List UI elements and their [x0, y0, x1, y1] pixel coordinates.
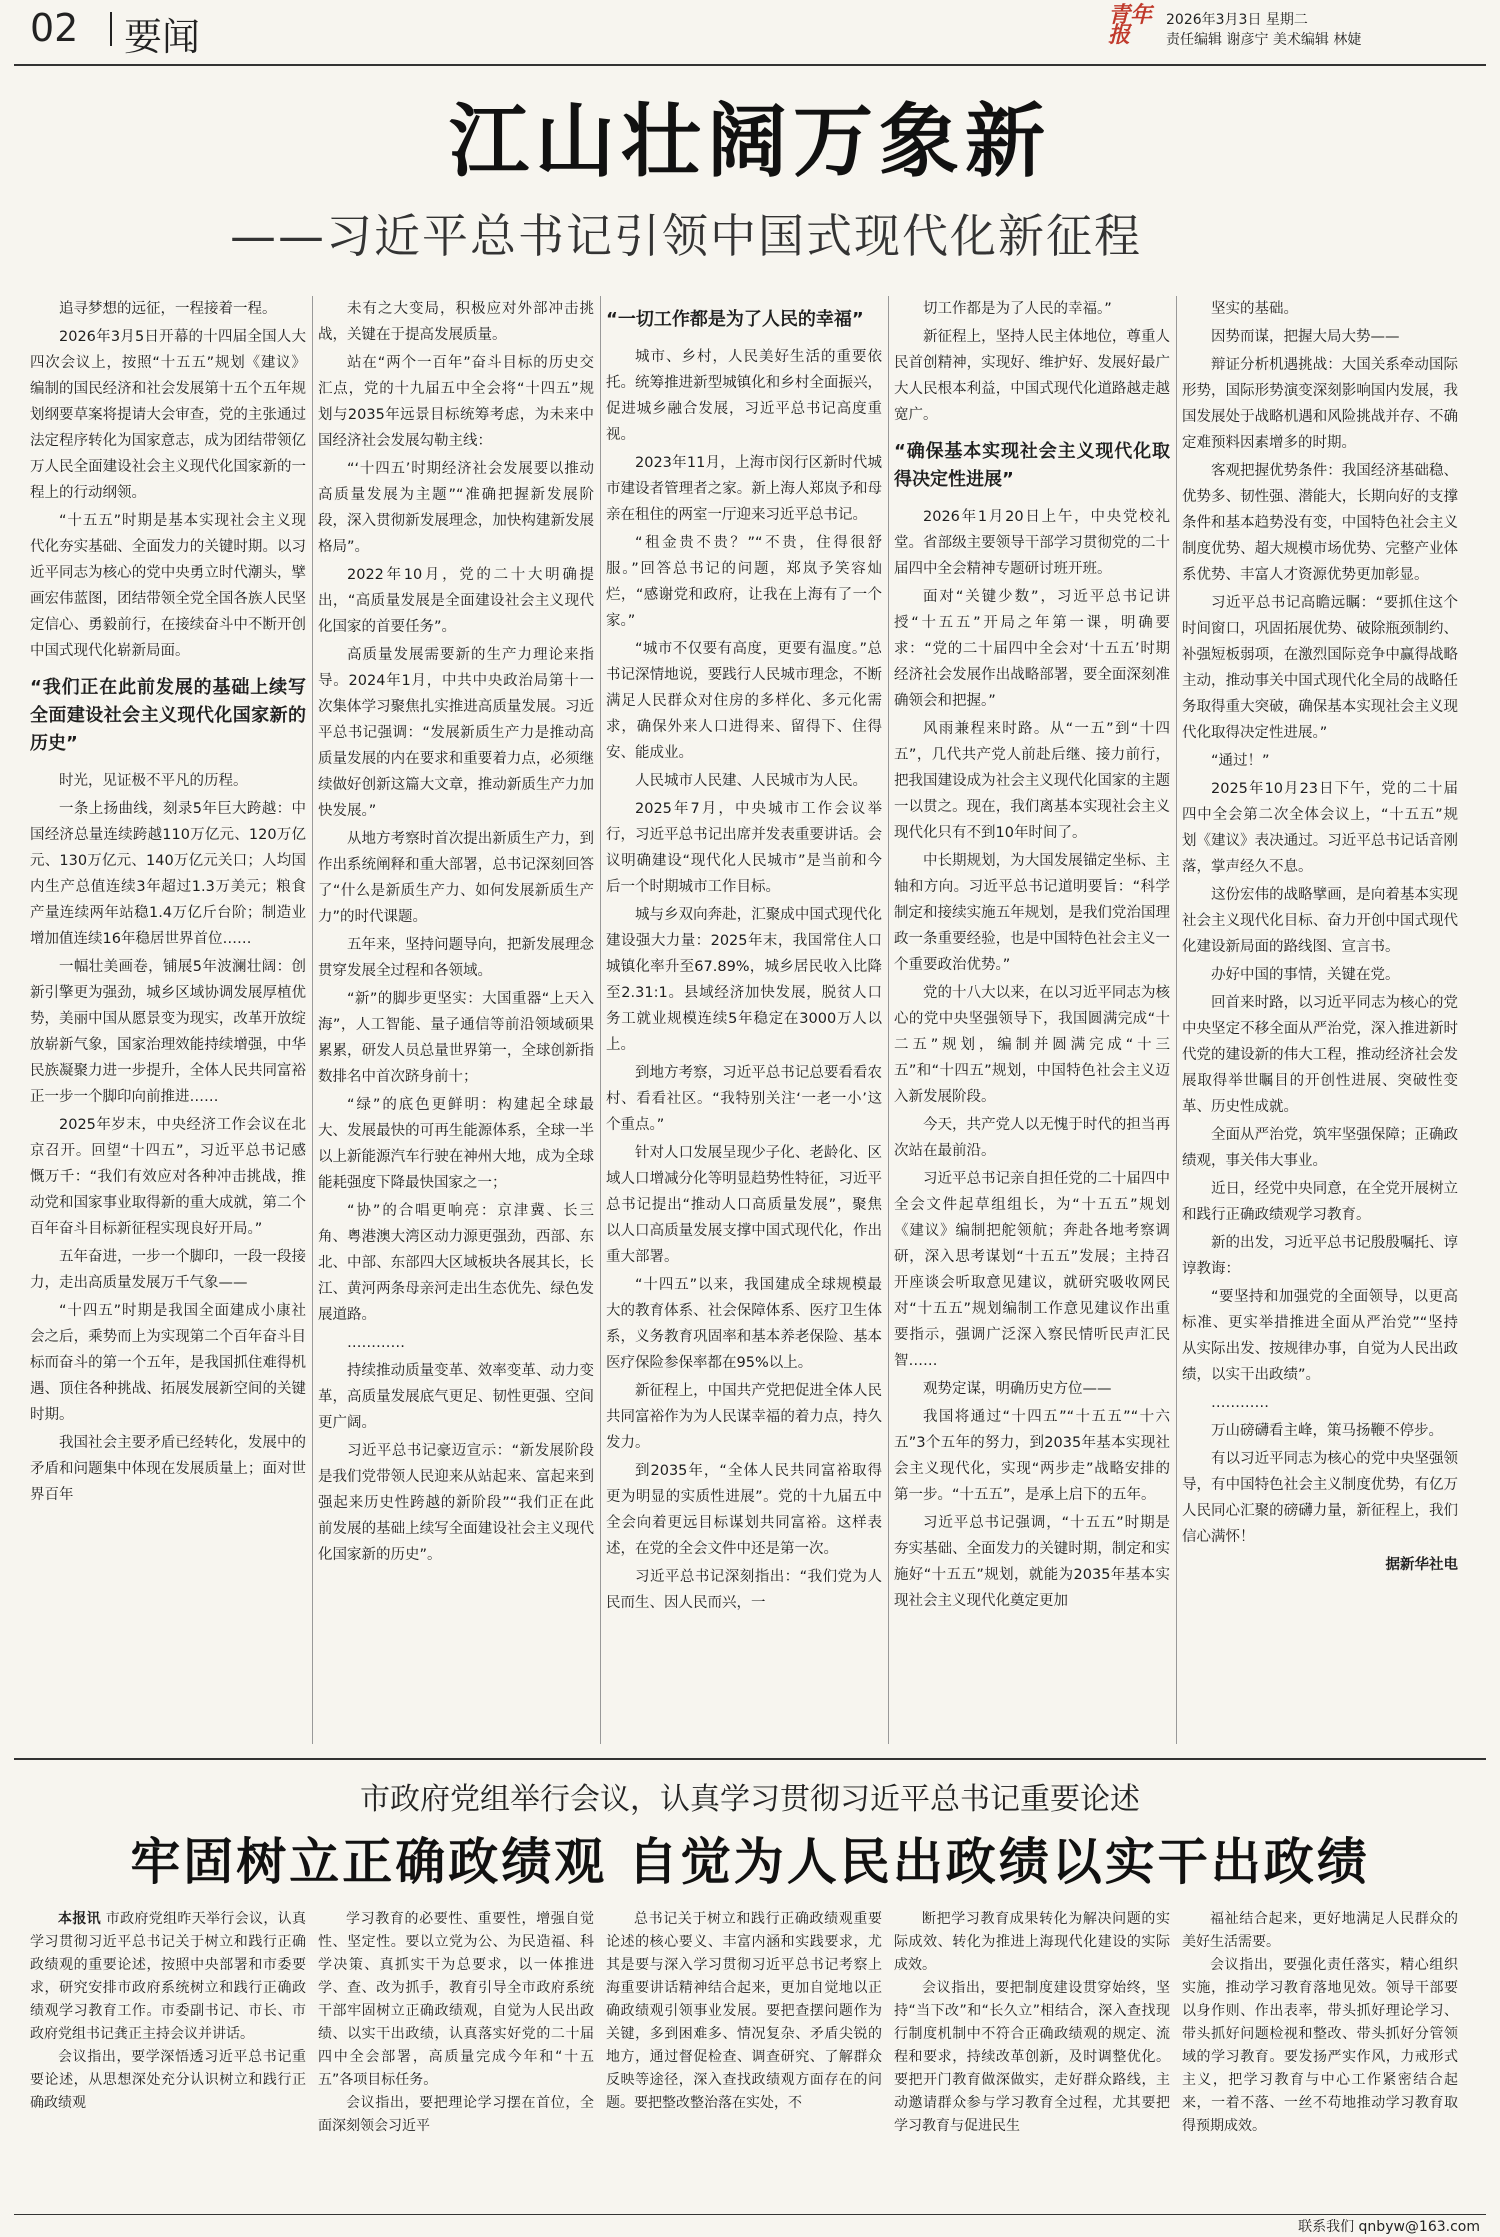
paragraph: 针对人口发展呈现少子化、老龄化、区域人口增减分化等明显趋势性特征，习近平总书记提出“推动人口高质量发展”，聚焦以人口高质量发展支撑中国式现代化，作出重大部署。 [606, 1145, 882, 1265]
paragraph: 会议指出，要把制度建设贯穿始终，坚持“当下改”和“长久立”相结合，深入查找现行制度机制中不符合正确政绩观的规定、流程和要求，持续改革创新，及时调整优化。要把开门教育做深做实，走好群众路线，主动邀请群众参与学习教育全过程，尤其要把学习教育与促进民生 [894, 1980, 1170, 2134]
article-column-2 [318, 296, 594, 1570]
paragraph: 习近平总书记高瞻远瞩：“要抓住这个时间窗口，巩固拓展优势、破除瓶颈制约、补强短板弱项，在激烈国际竞争中赢得战略主动，推动事关中国式现代化全局的战略任务取得重大突破，确保基本实现社会主义现代化取得决定性进展。” [1182, 595, 1458, 741]
column-rule [888, 296, 889, 1744]
second-kicker: 市政府党组举行会议，认真学习贯彻习近平总书记重要论述 [360, 1782, 1140, 1817]
paragraph: 追寻梦想的远征，一程接着一程。 [59, 301, 277, 317]
paragraph: 回首来时路，以习近平同志为核心的党中央坚定不移全面从严治党，深入推进新时代党的建设新的伟大工程，推动经济社会发展取得举世瞩目的开创性进展、突破性变革、历史性成就。 [1182, 995, 1458, 1115]
paragraph: 2026年1月20日上午，中央党校礼堂。省部级主要领导干部学习贯彻党的二十届四中全会精神专题研讨班开班。 [894, 509, 1170, 577]
paragraph: 到地方考察，习近平总书记总要看看农村、看看社区。“我特别关注‘一老一小’这个重点。” [606, 1065, 882, 1133]
article-column-1 [30, 296, 306, 1510]
paragraph: 坚实的基础。 [1211, 301, 1298, 317]
paragraph: “十四五”时期是我国全面建成小康社会之后，乘势而上为实现第二个百年奋斗目标而奋斗的第一个五年，是我国抓住难得机遇、顶住各种挑战、拓展发展新空间的关键时期。 [30, 1303, 306, 1423]
issue-date: 2026年3月3日 星期二 [1166, 12, 1308, 28]
column-rule [312, 296, 313, 1744]
paragraph: 近日，经党中央同意，在全党开展树立和践行正确政绩观学习教育。 [1182, 1181, 1458, 1223]
paragraph: “绿”的底色更鲜明：构建起全球最大、发展最快的可再生能源体系，全球一半以上新能源汽车行驶在神州大地，成为全球能耗强度下降最快国家之一； [318, 1097, 594, 1191]
paragraph: 从地方考察时首次提出新质生产力，到作出系统阐释和重大部署，总书记深刻回答了“什么是新质生产力、如何发展新质生产力”的时代课题。 [318, 831, 594, 925]
header-meta [1166, 10, 1361, 50]
paragraph: 2022年10月，党的二十大明确提出，“高质量发展是全面建设社会主义现代化国家的首要任务”。 [318, 567, 594, 635]
paragraph: 人民城市人民建、人民城市为人民。 [635, 773, 867, 789]
paragraph: 这份宏伟的战略擘画，是向着基本实现社会主义现代化目标、奋力开创中国式现代化建设新局面的路线图、宣言书。 [1182, 887, 1458, 955]
second-column-2 [318, 1908, 594, 2138]
paragraph: 风雨兼程来时路。从“一五”到“十四五”，几代共产党人前赴后继、接力前行，把我国建设成为社会主义现代化国家的主题一以贯之。现在，我们离基本实现社会主义现代化只有不到10年时间了。 [894, 721, 1170, 841]
paragraph: “通过！” [1211, 753, 1270, 769]
paragraph: 五年奋进，一步一个脚印，一段一段接力，走出高质量发展万千气象—— [30, 1249, 306, 1291]
paragraph: 中长期规划，为大国发展锚定坐标、主轴和方向。习近平总书记道明要旨：“科学制定和接续实施五年规划，是我们党治国理政一条重要经验，也是中国特色社会主义一个重要政治优势。” [894, 853, 1170, 973]
paragraph-text: 市政府党组昨天举行会议，认真学习贯彻习近平总书记关于树立和践行正确政绩观的重要论述，按照中央部署和市委要求，研究安排市政府系统树立和践行正确政绩观学习教育工作。市委副书记、市长、市政府党组书记龚正主持会议并讲话。 [30, 1911, 307, 2042]
paragraph: 一条上扬曲线，刻录5年巨大跨越：中国经济总量连续跨越110万亿元、120万亿元、130万亿元、140万亿元关口；人均国内生产总值连续3年超过1.3万美元；粮食产量连续两年站稳1.4万亿斤台阶；制造业增加值连续16年稳居世界首位…… [30, 801, 306, 947]
byline: 本报讯 [58, 1911, 101, 1927]
article-source: 据新华社电 [1385, 1557, 1458, 1573]
article-column-4 [894, 296, 1170, 1616]
paragraph: 2025年10月23日下午，党的二十届四中全会第二次全体会议上，“十五五”规划《建议》表决通过。习近平总书记话音刚落，掌声经久不息。 [1182, 781, 1458, 875]
paragraph: “‘十四五’时期经济社会发展要以推动高质量发展为主题”“准确把握新发展阶段，深入贯彻新发展理念，加快构建新发展格局”。 [318, 461, 594, 555]
second-column-4 [894, 1908, 1170, 2138]
footer-rule [14, 2214, 1486, 2215]
paragraph: 城与乡双向奔赴，汇聚成中国式现代化建设强大力量：2025年末，我国常住人口城镇化率升至67.89%，城乡居民收入比降至2.31:1。县域经济加快发展，脱贫人口务工就业规模连续5年稳定在3000万人以上。 [606, 907, 882, 1053]
paragraph: 观势定谋，明确历史方位—— [923, 1381, 1112, 1397]
paragraph: 时光，见证极不平凡的历程。 [59, 773, 248, 789]
paragraph: “要坚持和加强党的全面领导，以更高标准、更实举措推进全面从严治党”“坚持从实际出发、按规律办事，自觉为人民出政绩，以实干出政绩”。 [1182, 1289, 1458, 1383]
paragraph: “租金贵不贵？”“不贵，住得很舒服。”回答总书记的问题，郑岚予笑容灿烂，“感谢党和政府，让我在上海有了一个家。” [606, 535, 882, 629]
paragraph: “十四五”以来，我国建成全球规模最大的教育体系、社会保障体系、医疗卫生体系，义务教育巩固率和基本养老保险、基本医疗保险参保率都在95%以上。 [606, 1277, 882, 1371]
paragraph: 站在“两个一百年”奋斗目标的历史交汇点，党的十九届五中全会将“十四五”规划与2035年远景目标统筹考虑，为未来中国经济社会发展勾勒主线： [318, 355, 594, 449]
paragraph: 辩证分析机遇挑战：大国关系牵动国际形势，国际形势演变深刻影响国内发展，我国发展处于战略机遇和风险挑战并存、不确定难预料因素增多的时期。 [1182, 357, 1458, 451]
paragraph: 习近平总书记亲自担任党的二十届四中全会文件起草组组长，为“十五五”规划《建议》编制把舵领航；奔赴各地考察调研，深入思考谋划“十五五”发展；主持召开座谈会听取意见建议，就研究吸收网民对“十五五”规划编制工作意见建议作出重要指示，强调广泛深入察民情听民声汇民智…… [894, 1171, 1170, 1369]
paragraph: 习近平总书记强调，“十五五”时期是夯实基础、全面发力的关键时期，制定和实施好“十五五”规划，就能为2035年基本实现社会主义现代化奠定更加 [894, 1515, 1170, 1609]
main-headline: 江山壮阔万象新 [449, 95, 1051, 188]
paragraph: 新征程上，中国共产党把促进全体人民共同富裕作为为人民谋幸福的着力点，持久发力。 [606, 1383, 882, 1451]
second-column-3 [606, 1908, 882, 2115]
paragraph: 五年来，坚持问题导向，把新发展理念贯穿发展全过程和各领域。 [318, 937, 594, 979]
paragraph: 面对“关键少数”，习近平总书记讲授“十五五”开局之年第一课，明确要求：“党的二十届四中全会对‘十五五’时期经济社会发展作出战略部署，要全面深刻准确领会和把握。” [894, 589, 1170, 709]
paragraph: 会议指出，要把理论学习摆在首位，全面深刻领会习近平 [318, 2095, 594, 2134]
column-rule [600, 296, 601, 1744]
paragraph: 有以习近平同志为核心的党中央坚强领导，有中国特色社会主义制度优势，有亿万人民同心汇聚的磅礴力量，新征程上，我们信心满怀！ [1182, 1451, 1458, 1545]
paragraph: “十五五”时期是基本实现社会主义现代化夯实基础、全面发力的关键时期。以习近平同志为核心的党中央勇立时代潮头，擘画宏伟蓝图，团结带领全党全国各族人民坚定信心、勇毅前行，在接续奋斗中不断开创中国式现代化崭新局面。 [30, 513, 306, 659]
main-subheadline: ——习近平总书记引领中国式现代化新征程 [230, 209, 1142, 263]
article-column-5 [1182, 296, 1458, 1580]
paragraph: 2025年岁末，中央经济工作会议在北京召开。回望“十四五”，习近平总书记感慨万千：“我们有效应对各种冲击挑战，推动党和国家事业取得新的重大成就，第二个百年奋斗目标新征程实现良好开局。” [30, 1117, 306, 1237]
paragraph: 2026年3月5日开幕的十四届全国人大四次会议上，按照“十五五”规划《建议》编制的国民经济和社会发展第十五个五年规划纲要草案将提请大会审查，党的主张通过法定程序转化为国家意志，成为团结带领亿万人民全面建设社会主义现代化国家新的一程上的行动纲领。 [30, 329, 306, 501]
second-column-1 [30, 1908, 306, 2115]
paragraph: 会议指出，要学深悟透习近平总书记重要论述，从思想深处充分认识树立和践行正确政绩观 [30, 2049, 306, 2111]
article-column-3 [606, 296, 882, 1618]
article-divider [14, 1758, 1486, 1760]
paragraph: 新的出发，习近平总书记殷殷嘱托、谆谆教诲： [1182, 1235, 1458, 1277]
section-title: 要闻 [124, 15, 201, 59]
paragraph: ………… [347, 1335, 405, 1351]
page-number: 02 [30, 6, 79, 50]
header-rule [14, 64, 1486, 66]
paragraph: 福祉结合起来，更好地满足人民群众的美好生活需要。 [1182, 1911, 1458, 1950]
subheading: “确保基本实现社会主义现代化取得决定性进展” [894, 441, 1170, 490]
newspaper-logo: 青年报 [1108, 3, 1153, 48]
paragraph: 我国将通过“十四五”“十五五”“十六五”3个五年的努力，到2035年基本实现社会主义现代化，实现“两步走”战略安排的第一步。“十五五”，是承上启下的五年。 [894, 1409, 1170, 1503]
paragraph: 客观把握优势条件：我国经济基础稳、优势多、韧性强、潜能大，长期向好的支撑条件和基本趋势没有变，中国特色社会主义制度优势、超大规模市场优势、完整产业体系优势、丰富人才资源优势更加彰显。 [1182, 463, 1458, 583]
paragraph: 学习教育的必要性、重要性，增强自觉性、坚定性。要以立党为公、为民造福、科学决策、真抓实干为总要求，以一体推进学、查、改为抓手，教育引导全市政府系统干部牢固树立正确政绩观，自觉为人民出政绩、以实干出政绩，认真落实好党的二十届四中全会部署，高质量完成今年和“十五五”各项目标任务。 [318, 1911, 594, 2088]
paragraph: 断把学习教育成果转化为解决问题的实际成效、转化为推进上海现代化建设的实际成效。 [894, 1911, 1170, 1973]
paragraph: “城市不仅要有高度，更要有温度。”总书记深情地说，要践行人民城市理念，不断满足人民群众对住房的多样化、多元化需求，确保外来人口进得来、留得下、住得安、能成业。 [606, 641, 882, 761]
editors-credit: 责任编辑 谢彦宁 美术编辑 林婕 [1166, 32, 1362, 48]
paragraph: “新”的脚步更坚实：大国重器“上天入海”，人工智能、量子通信等前沿领域硕果累累，研发人员总量世界第一，全球创新指数排名中首次跻身前十； [318, 991, 594, 1085]
header-divider [110, 12, 112, 46]
paragraph [30, 1908, 306, 2046]
paragraph: 党的十八大以来，在以习近平同志为核心的党中央坚强领导下，我国圆满完成“十二五”规划，编制并圆满完成“十三五”和“十四五”规划，中国特色社会主义迈入新发展阶段。 [894, 985, 1170, 1105]
paragraph: 2023年11月，上海市闵行区新时代城市建设者管理者之家。新上海人郑岚予和母亲在租住的两室一厅迎来习近平总书记。 [606, 455, 882, 523]
paragraph: 我国社会主要矛盾已经转化，发展中的矛盾和问题集中体现在发展质量上；面对世界百年 [30, 1435, 306, 1503]
paragraph: 持续推动质量变革、效率变革、动力变革，高质量发展底气更足、韧性更强、空间更广阔。 [318, 1363, 594, 1431]
paragraph: “协”的合唱更响亮：京津冀、长三角、粤港澳大湾区动力源更强劲，西部、东北、中部、东部四大区域板块各展其长，长江、黄河两条母亲河走出生态优先、绿色发展道路。 [318, 1203, 594, 1323]
column-rule [1176, 296, 1177, 1744]
paragraph: 会议指出，要强化责任落实，精心组织实施，推动学习教育落地见效。领导干部要以身作则、作出表率，带头抓好理论学习、带头抓好问题检视和整改、带头抓好分管领域的学习教育。要发扬严实作风，力戒形式主义，把学习教育与中心工作紧密结合起来，一着不落、一丝不苟地推动学习教育取得预期成效。 [1182, 1957, 1458, 2134]
paragraph: 高质量发展需要新的生产力理论来指导。2024年1月，中共中央政治局第十一次集体学习聚焦扎实推进高质量发展。习近平总书记强调：“发展新质生产力是推动高质量发展的内在要求和重要着力点，必须继续做好创新这篇大文章，推动新质生产力加快发展。” [318, 647, 594, 819]
paragraph: 城市、乡村，人民美好生活的重要依托。统筹推进新型城镇化和乡村全面振兴，促进城乡融合发展，习近平总书记高度重视。 [606, 349, 882, 443]
paragraph: 万山磅礴看主峰，策马扬鞭不停步。 [1211, 1423, 1443, 1439]
contact-info: 联系我们 qnbyw@163.com [1298, 2219, 1480, 2235]
subheading: “我们正在此前发展的基础上续写全面建设社会主义现代化国家新的历史” [30, 677, 306, 754]
paragraph: 未有之大变局，积极应对外部冲击挑战，关键在于提高发展质量。 [318, 301, 594, 343]
second-column-5 [1182, 1908, 1458, 2138]
paragraph: 总书记关于树立和践行正确政绩观重要论述的核心要义、丰富内涵和实践要求，尤其是要与深入学习贯彻习近平总书记考察上海重要讲话精神结合起来，更加自觉地以正确政绩观引领事业发展。要把查摆问题作为关键，多到困难多、情况复杂、矛盾尖锐的地方，通过督促检查、调查研究、了解群众反映等途径，深入查找政绩观方面存在的问题。要把整改整治落在实处，不 [606, 1911, 882, 2111]
paragraph: 习近平总书记深刻指出：“我们党为人民而生、因人民而兴，一 [606, 1569, 882, 1611]
paragraph: 切工作都是为了人民的幸福。” [923, 301, 1112, 317]
paragraph: 今天，共产党人以无愧于时代的担当再次站在最前沿。 [894, 1117, 1170, 1159]
paragraph: 习近平总书记豪迈宣示：“新发展阶段是我们党带领人民迎来从站起来、富起来到强起来历史性跨越的新阶段”“我们正在此前发展的基础上续写全面建设社会主义现代化国家新的历史”。 [318, 1443, 594, 1563]
paragraph: 到2035年，“全体人民共同富裕取得更为明显的实质性进展”。党的十九届五中全会向着更远目标谋划共同富裕。这样表述，在党的全会文件中还是第一次。 [606, 1463, 882, 1557]
second-headline: 牢固树立正确政绩观 自觉为人民出政绩以实干出政绩 [130, 1833, 1370, 1891]
paragraph: 全面从严治党，筑牢坚强保障；正确政绩观，事关伟大事业。 [1182, 1127, 1458, 1169]
subheading: “一切工作都是为了人民的幸福” [606, 309, 864, 330]
paragraph: 办好中国的事情，关键在党。 [1211, 967, 1400, 983]
paragraph: 一幅壮美画卷，铺展5年波澜壮阔：创新引擎更为强劲，城乡区域协调发展厚植优势，美丽中国从愿景变为现实，改革开放绽放崭新气象，国家治理效能持续增强，中华民族凝聚力进一步提升，全体人民共同富裕正一步一个脚印向前推进…… [30, 959, 306, 1105]
paragraph: 2025年7月，中央城市工作会议举行，习近平总书记出席并发表重要讲话。会议明确建设“现代化人民城市”是当前和今后一个时期城市工作目标。 [606, 801, 882, 895]
paragraph: 因势而谋，把握大局大势—— [1211, 329, 1400, 345]
paragraph: ………… [1211, 1395, 1269, 1411]
paragraph: 新征程上，坚持人民主体地位，尊重人民首创精神，实现好、维护好、发展好最广大人民根本利益，中国式现代化道路越走越宽广。 [894, 329, 1170, 423]
